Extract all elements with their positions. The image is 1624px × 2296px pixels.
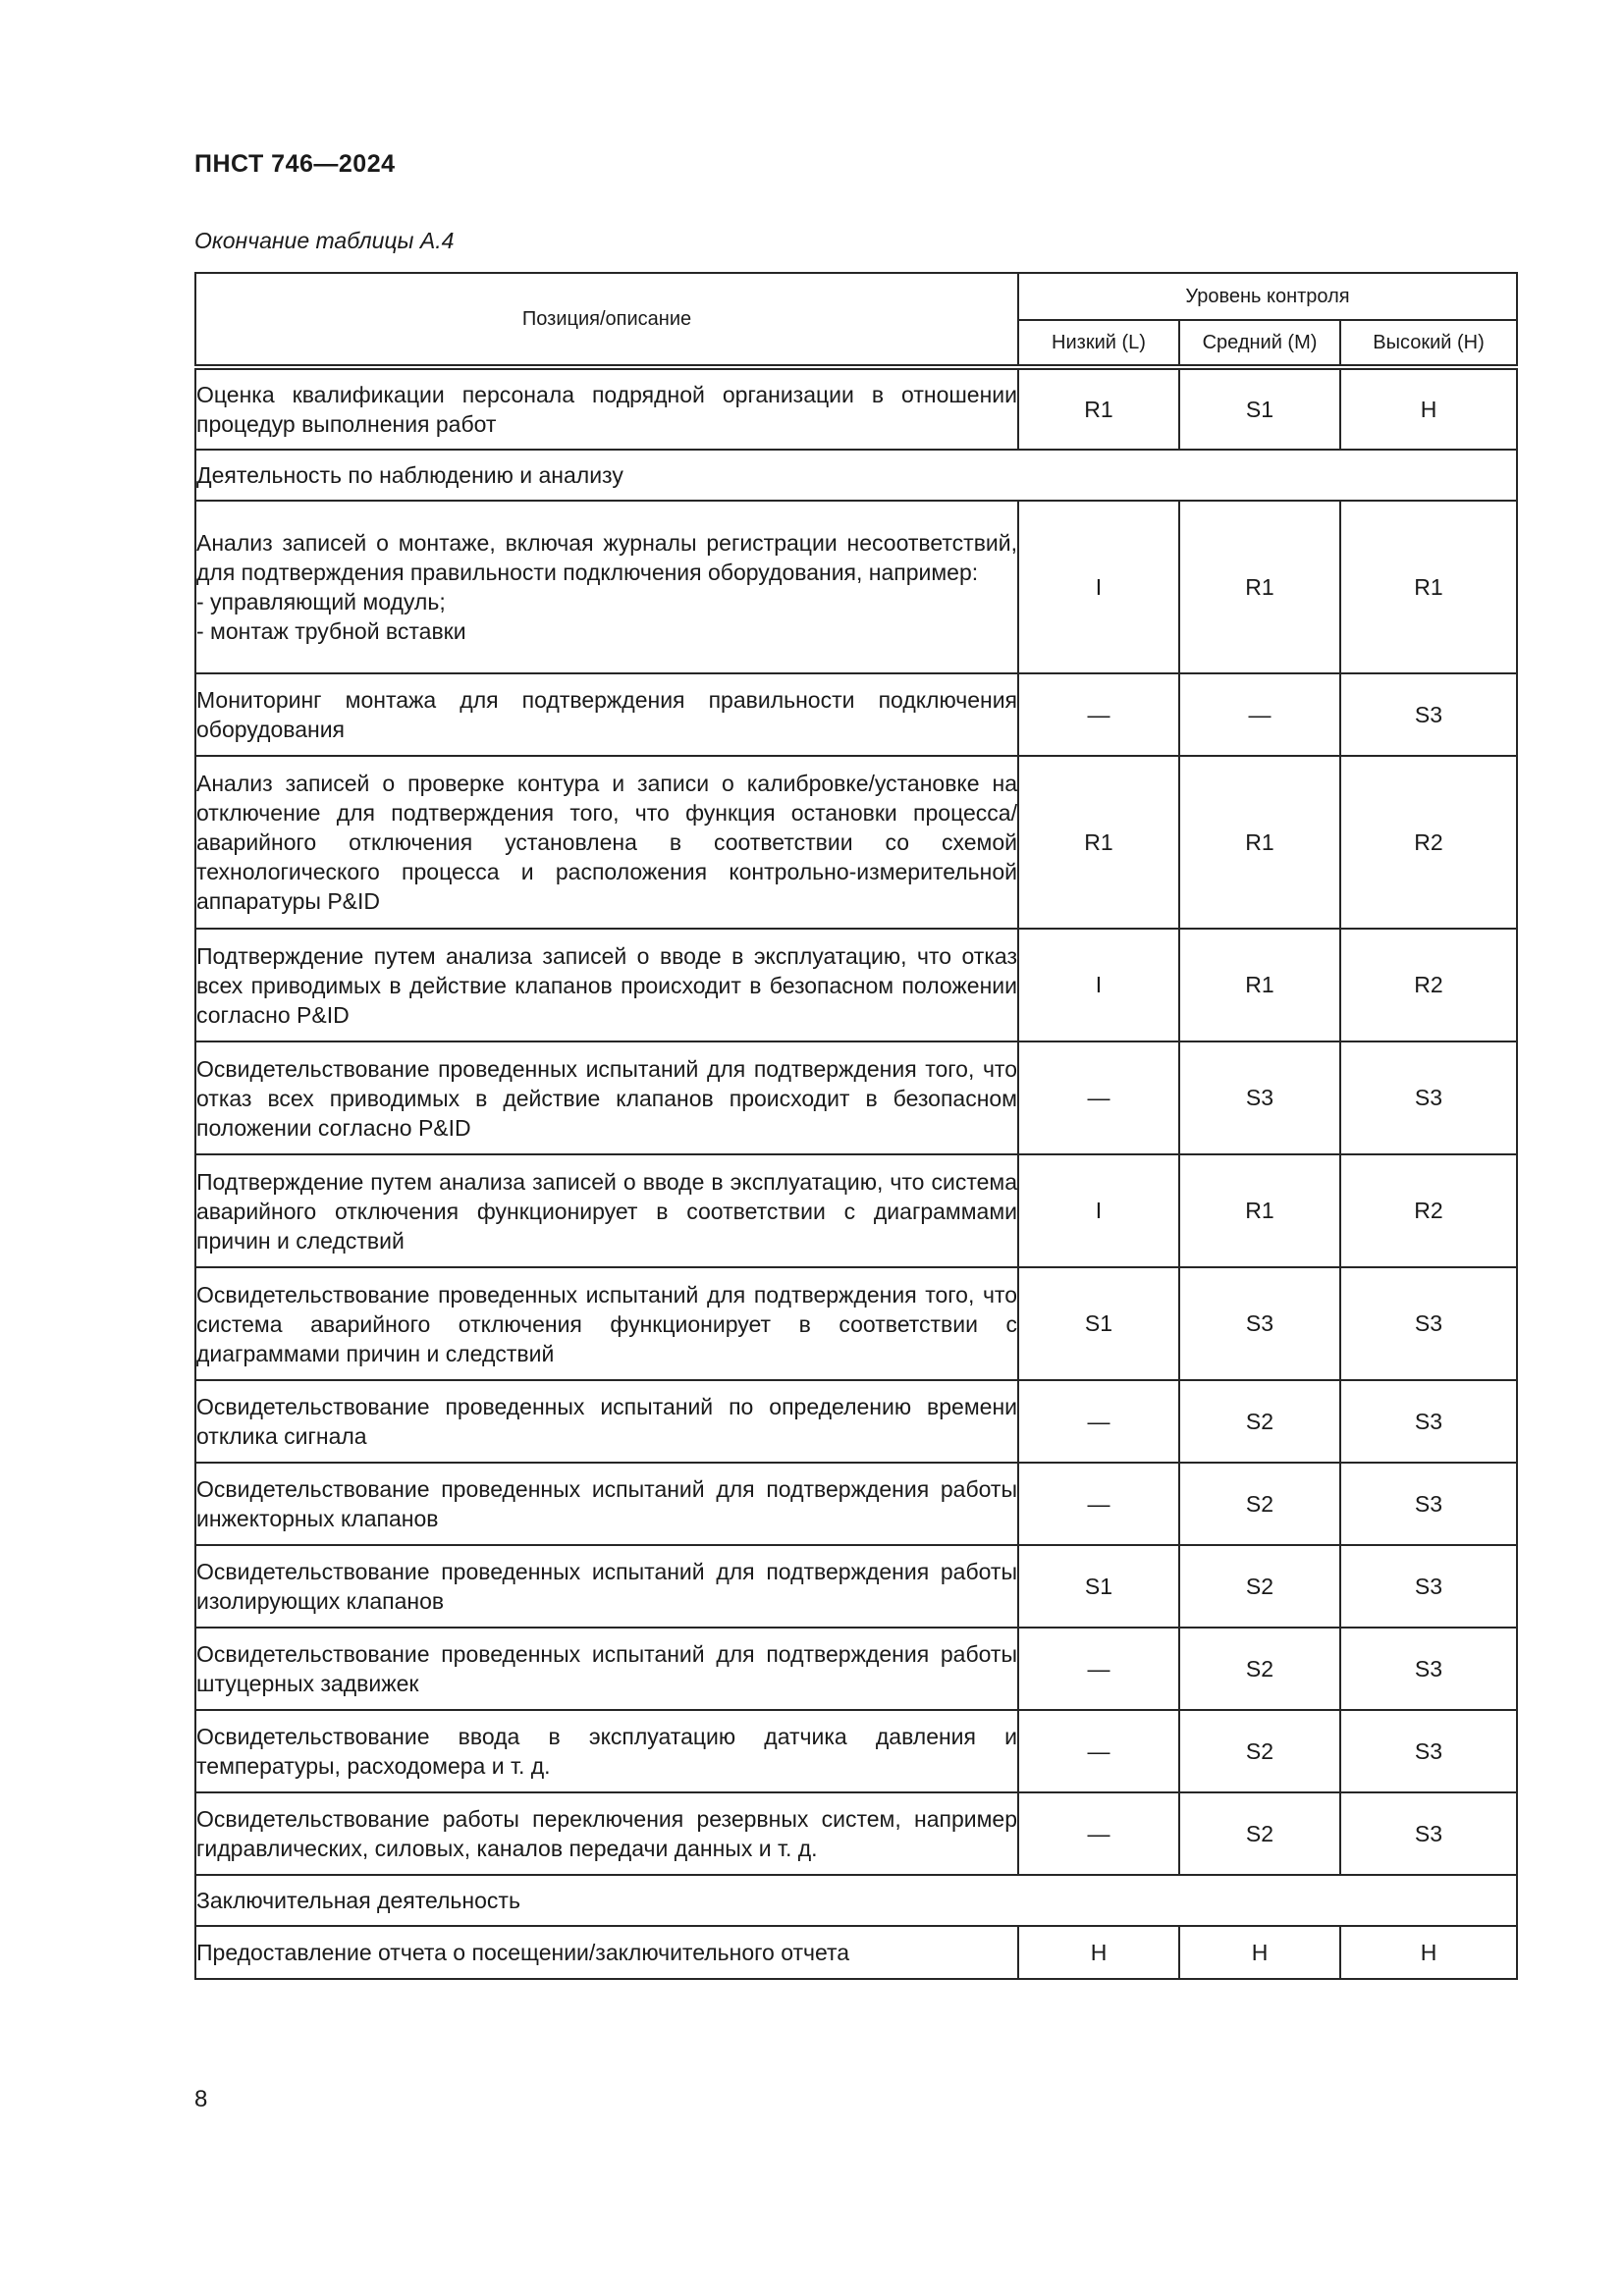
row-description: Освидетельствование проведенных испытаний для подтверждения того, что отказ всех приводимых в действие клапанов происходит в безопасном положении согласно P&ID xyxy=(195,1041,1018,1154)
row-value-high: S3 xyxy=(1340,1041,1517,1154)
row-value-medium: R1 xyxy=(1179,501,1340,673)
row-value-low: — xyxy=(1018,1792,1179,1875)
row-description: Подтверждение путем анализа записей о вводе в эксплуатацию, что отказ всех приводимых в действие клапанов происходит в безопасном положении согласно P&ID xyxy=(195,929,1018,1041)
table-caption: Окончание таблицы А.4 xyxy=(194,228,455,253)
row-value-medium: S3 xyxy=(1179,1041,1340,1154)
row-value-medium: S2 xyxy=(1179,1792,1340,1875)
document-code: ПНСТ 746—2024 xyxy=(194,150,396,178)
section-title: Заключительная деятельность xyxy=(195,1875,1517,1926)
row-value-high: S3 xyxy=(1340,673,1517,756)
row-value-low: — xyxy=(1018,673,1179,756)
row-value-medium: S2 xyxy=(1179,1710,1340,1792)
row-value-high: S3 xyxy=(1340,1792,1517,1875)
row-value-low: I xyxy=(1018,1154,1179,1267)
table-row xyxy=(195,1926,1517,1979)
table-row xyxy=(195,1380,1517,1463)
row-value-low: R1 xyxy=(1018,367,1179,450)
row-value-high: S3 xyxy=(1340,1545,1517,1628)
header-medium: Средний (M) xyxy=(1179,320,1340,367)
row-description: Предоставление отчета о посещении/заключительного отчета xyxy=(195,1926,1018,1979)
row-value-medium: S2 xyxy=(1179,1628,1340,1710)
row-description xyxy=(195,501,1018,673)
row-description: Освидетельствование проведенных испытаний для подтверждения работы штуцерных задвижек xyxy=(195,1628,1018,1710)
row-description: Освидетельствование проведенных испытаний для подтверждения работы изолирующих клапанов xyxy=(195,1545,1018,1628)
row-value-medium: S1 xyxy=(1179,367,1340,450)
table-row xyxy=(195,1628,1517,1710)
row-value-high: H xyxy=(1340,1926,1517,1979)
row-value-medium: S3 xyxy=(1179,1267,1340,1380)
row-value-high: S3 xyxy=(1340,1380,1517,1463)
row-value-medium: — xyxy=(1179,673,1340,756)
row-description: Освидетельствование проведенных испытаний по определению времени отклика сигнала xyxy=(195,1380,1018,1463)
row-description-item: - монтаж трубной вставки xyxy=(196,618,466,644)
row-value-medium: S2 xyxy=(1179,1380,1340,1463)
table-row xyxy=(195,1154,1517,1267)
row-value-high: H xyxy=(1340,367,1517,450)
table-row xyxy=(195,367,1517,450)
row-description: Освидетельствование проведенных испытаний для подтверждения работы инжекторных клапанов xyxy=(195,1463,1018,1545)
row-value-low: — xyxy=(1018,1628,1179,1710)
row-value-low: S1 xyxy=(1018,1545,1179,1628)
row-value-low: — xyxy=(1018,1380,1179,1463)
row-value-low: — xyxy=(1018,1463,1179,1545)
table-row xyxy=(195,929,1517,1041)
row-description-item: - управляющий модуль; xyxy=(196,589,446,614)
row-value-high: R1 xyxy=(1340,501,1517,673)
row-value-low: H xyxy=(1018,1926,1179,1979)
row-value-medium: R1 xyxy=(1179,929,1340,1041)
table-row xyxy=(195,1041,1517,1154)
row-description: Освидетельствование проведенных испытаний для подтверждения того, что система аварийного отключения функционирует в соответствии с диаграммами причин и следствий xyxy=(195,1267,1018,1380)
row-description: Оценка квалификации персонала подрядной организации в отношении процедур выполнения работ xyxy=(195,367,1018,450)
row-value-medium: S2 xyxy=(1179,1463,1340,1545)
row-description: Мониторинг монтажа для подтверждения правильности подключения оборудования xyxy=(195,673,1018,756)
page-number: 8 xyxy=(194,2086,208,2112)
row-value-high: R2 xyxy=(1340,756,1517,929)
row-value-medium: S2 xyxy=(1179,1545,1340,1628)
row-value-medium: H xyxy=(1179,1926,1340,1979)
table-row xyxy=(195,1710,1517,1792)
section-row xyxy=(195,450,1517,501)
row-description: Освидетельствование работы переключения резервных систем, например гидравлических, силовых, каналов передачи данных и т. д. xyxy=(195,1792,1018,1875)
row-value-low: — xyxy=(1018,1041,1179,1154)
table-row xyxy=(195,1463,1517,1545)
row-value-medium: R1 xyxy=(1179,756,1340,929)
header-low: Низкий (L) xyxy=(1018,320,1179,367)
row-value-high: S3 xyxy=(1340,1628,1517,1710)
row-description: Подтверждение путем анализа записей о вводе в эксплуатацию, что система аварийного отключения функционирует в соответствии с диаграммами причин и следствий xyxy=(195,1154,1018,1267)
row-value-low: I xyxy=(1018,929,1179,1041)
row-value-low: I xyxy=(1018,501,1179,673)
row-value-low: — xyxy=(1018,1710,1179,1792)
control-level-table xyxy=(194,272,1518,1980)
section-title: Деятельность по наблюдению и анализу xyxy=(195,450,1517,501)
row-value-high: R2 xyxy=(1340,1154,1517,1267)
row-value-low: R1 xyxy=(1018,756,1179,929)
header-high: Высокий (H) xyxy=(1340,320,1517,367)
row-description: Освидетельствование ввода в эксплуатацию датчика давления и температуры, расходомера и т. д. xyxy=(195,1710,1018,1792)
header-control-level: Уровень контроля xyxy=(1018,273,1517,320)
header-position: Позиция/описание xyxy=(195,273,1018,367)
table-row xyxy=(195,1545,1517,1628)
table-row xyxy=(195,673,1517,756)
row-value-high: S3 xyxy=(1340,1267,1517,1380)
row-value-low: S1 xyxy=(1018,1267,1179,1380)
row-value-high: S3 xyxy=(1340,1463,1517,1545)
row-description: Анализ записей о проверке контура и записи о калибровке/установке на отключение для подтверждения того, что функция остановки процесса/аварийного отключения установлена в соответствии со схемой технологического процесса и расположения контрольно-измерительной аппаратуры P&ID xyxy=(195,756,1018,929)
table-row xyxy=(195,1792,1517,1875)
row-description-main: Анализ записей о монтаже, включая журналы регистрации несоответствий, для подтверждения правильности подключения оборудования, например: xyxy=(196,530,1017,585)
table-row xyxy=(195,501,1517,673)
table-row xyxy=(195,1267,1517,1380)
section-row xyxy=(195,1875,1517,1926)
row-value-high: R2 xyxy=(1340,929,1517,1041)
table-row xyxy=(195,756,1517,929)
row-value-high: S3 xyxy=(1340,1710,1517,1792)
row-value-medium: R1 xyxy=(1179,1154,1340,1267)
